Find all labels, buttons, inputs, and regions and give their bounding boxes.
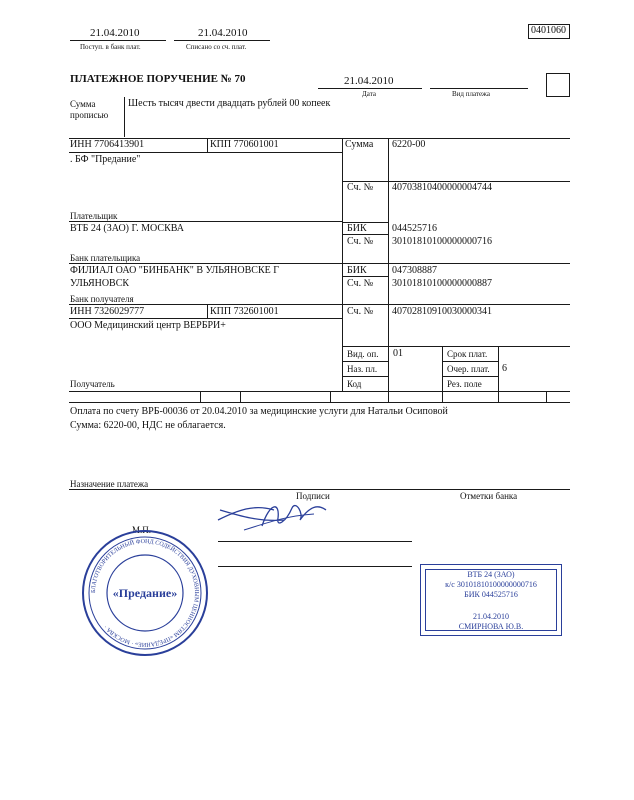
payment-type-line	[430, 88, 528, 89]
bank-stamp-line3: БИК 044525716	[464, 590, 518, 599]
organization-seal	[80, 525, 210, 658]
payee-corr-account: 30101810100000000887	[392, 278, 492, 289]
bank-marks-label: Отметки банка	[460, 491, 518, 501]
bank-stamp-line2: к/с 30101810100000000716	[445, 580, 537, 589]
grid-line-bottom	[69, 391, 570, 392]
grid-line-payer-bank-bottom	[69, 263, 570, 264]
payer-account-label: Сч. №	[347, 182, 374, 193]
code-label: Код	[347, 379, 362, 389]
grid-line-purpose-code-bottom	[342, 376, 388, 377]
signature-line-2	[218, 566, 412, 567]
payee-corr-account-label: Сч. №	[347, 278, 374, 289]
payee-name: ООО Медицинский центр ВЕРБРИ+	[70, 320, 226, 331]
reserve-label: Рез. поле	[447, 379, 482, 389]
sum-label: Сумма	[345, 139, 374, 150]
grid-line-priority-bottom	[442, 376, 498, 377]
amount-words-divider	[124, 97, 125, 137]
document-title: ПЛАТЕЖНОЕ ПОРУЧЕНИЕ № 70	[70, 73, 246, 85]
payer-bik-label: БИК	[347, 223, 367, 234]
code-divider-2	[240, 391, 241, 402]
grid-line-payee-bank-bottom	[69, 304, 570, 305]
payee-kpp: КПП 732601001	[210, 306, 279, 317]
grid-line-payer-bottom	[69, 221, 342, 222]
code-divider-4	[388, 391, 389, 402]
status-box	[546, 73, 570, 97]
code-divider-6	[498, 391, 499, 402]
grid-line-codes-bottom	[69, 402, 570, 403]
payer-bik: 044525716	[392, 223, 437, 234]
grid-line-due-bottom	[442, 361, 498, 362]
purpose-label: Назначение платежа	[70, 479, 149, 489]
payer-account: 40703810400000004744	[392, 182, 492, 193]
payer-label: Плательщик	[70, 211, 118, 221]
debited-date: 21.04.2010	[198, 27, 248, 39]
grid-vertical-left	[342, 138, 343, 391]
payer-name: . БФ "Предание"	[70, 154, 141, 165]
payee-bik-label: БИК	[347, 265, 367, 276]
bank-stamp-line5: СМИРНОВА Ю.В.	[458, 622, 524, 631]
payee-label: Получатель	[70, 379, 115, 389]
grid-payee-inn-kpp-divider	[207, 304, 208, 318]
grid-line-bik-bottom	[342, 234, 388, 235]
payee-account-label: Сч. №	[347, 306, 374, 317]
grid-line-optype-bottom	[342, 361, 388, 362]
purpose-code-label: Наз. пл.	[347, 364, 378, 374]
priority-label: Очер. плат.	[447, 364, 490, 374]
payer-bank-label: Банк плательщика	[70, 253, 141, 263]
payee-bank-label: Банк получателя	[70, 294, 134, 304]
purpose-line2: Сумма: 6220-00, НДС не облагается.	[70, 420, 226, 431]
priority-value: 6	[502, 363, 507, 374]
op-type-label: Вид. оп.	[347, 349, 379, 359]
seal-ring-text: БЛАГОТВОРИТЕЛЬНЫЙ ФОНД СОДЕЙСТВИЯ ДУХОВНЫМ ЦЕННОСТЯМ «ПРЕДАНИЕ» · МОСКВА ·	[90, 538, 200, 648]
document-date: 21.04.2010	[344, 75, 394, 87]
purpose-line1: Оплата по счету ВРБ-00036 от 20.04.2010 за медицинские услуги для Натальи Осиповой	[70, 406, 448, 417]
purpose-bottom-line	[69, 489, 570, 490]
debited-label: Списано со сч. плат.	[186, 43, 247, 51]
grid-vertical-due	[442, 346, 443, 391]
payer-bank-name: ВТБ 24 (ЗАО) Г. МОСКВА	[70, 223, 184, 234]
payee-bank-name-line2: УЛЬЯНОВСК	[70, 278, 130, 289]
grid-line-payee-inn-bottom	[69, 318, 342, 319]
grid-line-payee-account-bottom	[342, 346, 570, 347]
grid-line-inn-bottom	[69, 152, 342, 153]
grid-inn-kpp-divider	[207, 138, 208, 152]
received-date-line	[70, 40, 166, 41]
signature-line-1	[218, 541, 412, 542]
document-date-line	[318, 88, 422, 89]
amount-words-text: Шесть тысяч двести двадцать рублей 00 копеек	[128, 98, 331, 109]
due-label: Срок плат.	[447, 349, 488, 359]
payer-kpp: КПП 770601001	[210, 139, 279, 150]
form-code: 0401060	[531, 25, 566, 36]
grid-vertical-due-value	[498, 346, 499, 391]
payer-inn: ИНН 7706413901	[70, 139, 145, 150]
signature-image	[214, 496, 334, 536]
grid-vertical-right	[388, 138, 389, 391]
debited-date-line	[174, 40, 270, 41]
sum-value: 6220-00	[392, 139, 426, 150]
payee-bik: 047308887	[392, 265, 437, 276]
amount-words-label: Сумма прописью	[70, 99, 109, 120]
code-divider-1	[200, 391, 201, 402]
code-divider-3	[330, 391, 331, 402]
payer-corr-account-label: Сч. №	[347, 236, 374, 247]
signatures-label: Подписи	[296, 491, 330, 501]
payment-type-label: Вид платежа	[452, 90, 491, 98]
bank-stamp	[420, 564, 562, 636]
payer-corr-account: 30101810100000000716	[392, 236, 492, 247]
received-label: Поступ. в банк плат.	[80, 43, 141, 51]
code-divider-5	[442, 391, 443, 402]
document-date-label: Дата	[362, 90, 376, 98]
seal-center-text: «Предание»	[112, 586, 178, 600]
bank-stamp-line4: 21.04.2010	[473, 612, 509, 621]
received-date: 21.04.2010	[90, 27, 140, 39]
grid-line-top	[69, 138, 570, 139]
payee-bank-name-line1: ФИЛИАЛ ОАО "БИНБАНК" В УЛЬЯНОВСКЕ Г	[70, 265, 279, 276]
payee-account: 40702810910030000341	[392, 306, 492, 317]
code-divider-7	[546, 391, 547, 402]
payee-inn: ИНН 7326029777	[70, 306, 145, 317]
bank-stamp-line1: ВТБ 24 (ЗАО)	[467, 570, 515, 579]
grid-line-payee-bik-bottom	[342, 276, 388, 277]
op-type-value: 01	[393, 348, 403, 359]
mp-label: М.П.	[132, 525, 152, 535]
